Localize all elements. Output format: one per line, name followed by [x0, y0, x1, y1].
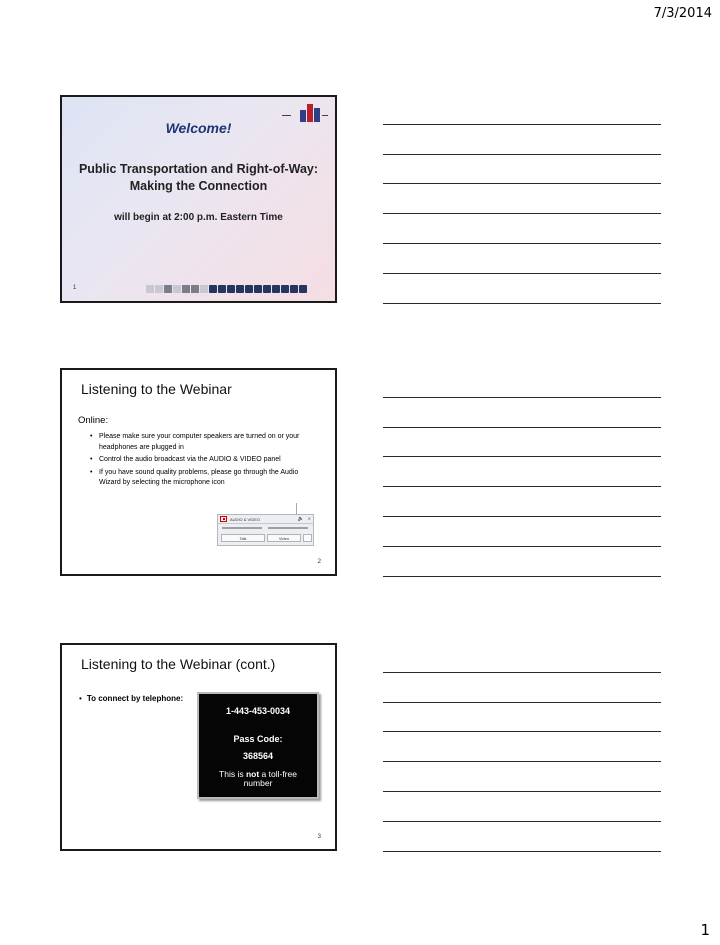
transit-icon-strip [146, 285, 307, 293]
list-item: • If you have sound quality problems, please go through the Audio Wizard by selecting the microphone icon [90, 468, 320, 489]
start-time-text: will begin at 2:00 p.m. Eastern Time [114, 212, 283, 223]
settings-icon [303, 534, 312, 542]
phone-number: 1-443-453-0034 [225, 706, 291, 716]
slide-number: 3 [317, 834, 321, 840]
bullet-list [90, 432, 320, 491]
notes-lines-1 [383, 95, 661, 304]
audio-video-panel-screenshot [217, 514, 314, 546]
ferry-icon [263, 285, 271, 293]
online-label: Online: [78, 415, 109, 426]
logo: ▬▬▬ ▬▬ [282, 104, 334, 126]
slide-2-thumbnail [60, 368, 337, 576]
bike-icon [227, 285, 235, 293]
notes-lines-3 [383, 643, 661, 852]
truck-icon [281, 285, 289, 293]
car-icon [236, 285, 244, 293]
slide-heading: Listening to the Webinar (cont.) [81, 656, 276, 672]
slide-1-thumbnail [60, 95, 337, 303]
boat-icon [299, 285, 307, 293]
list-item: • Please make sure your computer speakers are turned on or your headphones are plugged in [90, 432, 320, 453]
callout-line [296, 503, 297, 515]
telephone-bullet: • To connect by telephone: [79, 694, 183, 703]
toll-note: This is not a toll-free number [219, 769, 297, 789]
list-item: • Control the audio broadcast via the AUDIO & VIDEO panel [90, 455, 320, 466]
pass-code-label: Pass Code: [233, 734, 283, 744]
page-date: 7/3/2014 [653, 6, 712, 21]
slide-number: 1 [73, 285, 77, 291]
pass-code: 368564 [242, 751, 274, 761]
panel-title: AUDIO & VIDEO [230, 517, 261, 522]
train-icon [218, 285, 226, 293]
slide-3-thumbnail [60, 643, 337, 851]
notes-lines-2 [383, 368, 661, 577]
welcome-heading: Welcome! [165, 120, 232, 136]
webinar-title: Public Transportation and Right-of-Way: Making the Connection [78, 162, 319, 193]
pedestrian-icon [254, 285, 262, 293]
slide-number: 2 [317, 559, 321, 565]
mic-volume-slider [222, 527, 262, 529]
video-button: Video [267, 534, 301, 542]
talk-button: Talk [221, 534, 265, 542]
tram-icon [272, 285, 280, 293]
bus-icon [209, 285, 217, 293]
slide-heading: Listening to the Webinar [81, 381, 232, 397]
close-icon: ✕ [307, 516, 311, 521]
microphone-icon [220, 516, 227, 522]
speaker-volume-slider [268, 527, 308, 529]
page-number: 1 [700, 921, 710, 939]
speaker-icon: 🔈 [297, 516, 304, 522]
plane-icon [290, 285, 298, 293]
phone-info-box [197, 692, 319, 799]
rail-icon [245, 285, 253, 293]
